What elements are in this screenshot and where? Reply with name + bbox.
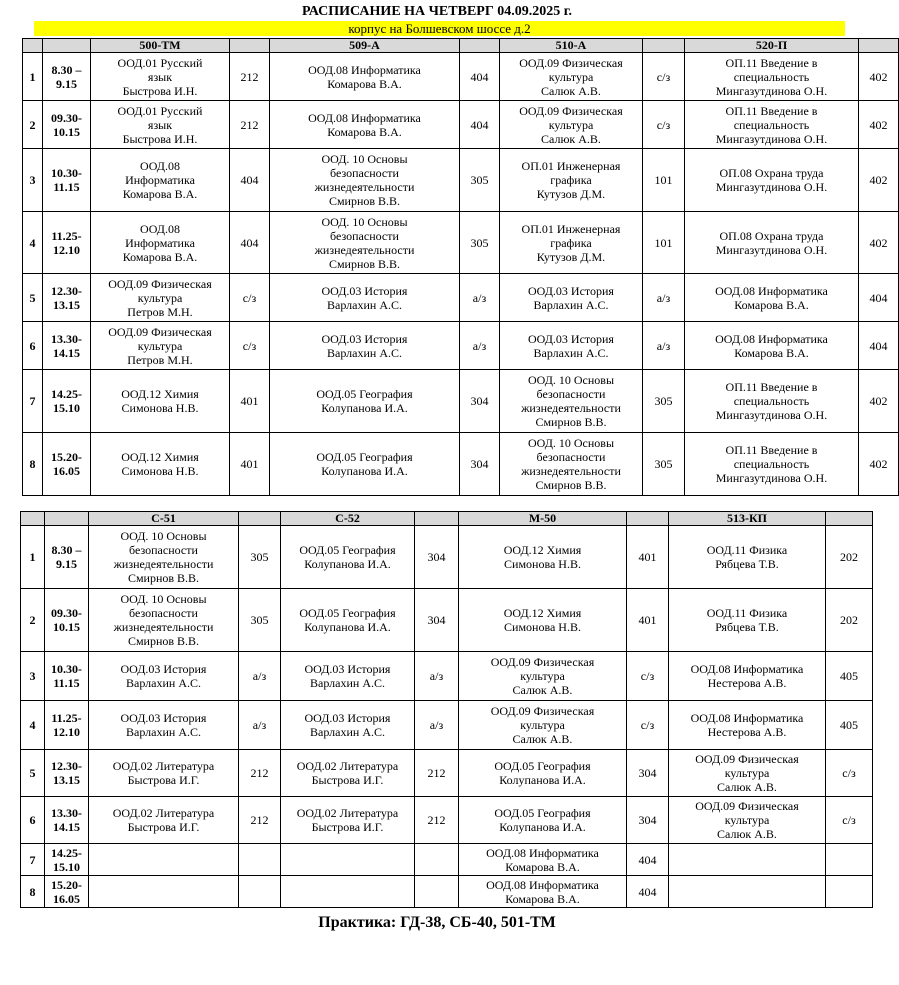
lesson-row: [23, 149, 899, 212]
lesson-subject: ОП.01 Инженерная графика Кутузов Д.М.: [500, 149, 643, 212]
lesson-room: 304: [460, 433, 500, 496]
lesson-row: [21, 701, 873, 750]
lesson-room: а/з: [239, 652, 281, 701]
lesson-room: 304: [415, 526, 459, 589]
lesson-subject: ООД.12 Химия Симонова Н.В.: [91, 433, 230, 496]
lesson-room: а/з: [643, 322, 685, 370]
lesson-subject: ООД.09 Физическая культура Салюк А.В.: [459, 652, 627, 701]
lesson-subject: ООД.03 История Варлахин А.С.: [89, 652, 239, 701]
lesson-room: с/з: [643, 53, 685, 101]
lesson-subject: [89, 844, 239, 876]
lesson-subject: ООД.02 Литература Быстрова И.Г.: [281, 797, 415, 844]
lesson-room: а/з: [460, 274, 500, 322]
lesson-time: 8.30 – 9.15: [45, 526, 89, 589]
schedule-body: [23, 39, 899, 496]
lesson-subject: ООД. 10 Основы безопасности жизнедеятельности Смирнов В.В.: [270, 149, 460, 212]
lesson-room: с/з: [826, 750, 873, 797]
lesson-room: с/з: [627, 652, 669, 701]
lesson-subject: ООД.09 Физическая культура Салюк А.В.: [669, 750, 826, 797]
lesson-number: 3: [21, 652, 45, 701]
lesson-subject: ООД.03 История Варлахин А.С.: [500, 274, 643, 322]
practice-footer: Практика: ГД-38, СБ-40, 501-ТМ: [318, 914, 556, 931]
group-header: 500-ТМ: [91, 39, 230, 53]
group-header-row: [21, 512, 873, 526]
lesson-number: 1: [21, 526, 45, 589]
group-header: С-52: [281, 512, 415, 526]
lesson-room: 305: [239, 589, 281, 652]
lesson-number: 8: [21, 876, 45, 908]
lesson-subject: ООД.08 Информатика Нестерова А.В.: [669, 701, 826, 750]
lesson-time: 13.30- 14.15: [45, 797, 89, 844]
lesson-subject: ООД.09 Физическая культура Салюк А.В.: [459, 701, 627, 750]
lesson-number: 3: [23, 149, 43, 212]
lesson-time: 8.30 – 9.15: [43, 53, 91, 101]
lesson-subject: ООД.09 Физическая культура Салюк А.В.: [500, 101, 643, 149]
lesson-room: 305: [460, 149, 500, 212]
lesson-subject: ООД.01 Русский язык Быстрова И.Н.: [91, 101, 230, 149]
lesson-room: 404: [627, 844, 669, 876]
lesson-subject: ООД.03 История Варлахин А.С.: [500, 322, 643, 370]
page-title: РАСПИСАНИЕ НА ЧЕТВЕРГ 04.09.2025 г.: [301, 4, 573, 19]
lesson-subject: ООД.05 География Колупанова И.А.: [281, 526, 415, 589]
lesson-number: 1: [23, 53, 43, 101]
lesson-subject: ООД.05 География Колупанова И.А.: [270, 433, 460, 496]
header-time: [45, 512, 89, 526]
lesson-time: 12.30- 13.15: [43, 274, 91, 322]
lesson-room: 404: [460, 101, 500, 149]
lesson-subject: ООД.03 История Варлахин А.С.: [281, 701, 415, 750]
lesson-subject: ООД. 10 Основы безопасности жизнедеятельности Смирнов В.В.: [500, 370, 643, 433]
schedule-table-1: [22, 38, 899, 496]
lesson-room: 212: [239, 750, 281, 797]
lesson-row: [21, 652, 873, 701]
lesson-number: 5: [23, 274, 43, 322]
group-header: М-50: [459, 512, 627, 526]
lesson-room: 305: [239, 526, 281, 589]
lesson-time: 10.30- 11.15: [45, 652, 89, 701]
lesson-room: 304: [627, 750, 669, 797]
lesson-subject: ООД. 10 Основы безопасности жизнедеятельности Смирнов В.В.: [270, 212, 460, 274]
lesson-room: 202: [826, 589, 873, 652]
lesson-time: 09.30- 10.15: [43, 101, 91, 149]
lesson-room: 401: [230, 433, 270, 496]
lesson-row: [23, 212, 899, 274]
lesson-number: 8: [23, 433, 43, 496]
lesson-room: 405: [826, 701, 873, 750]
lesson-row: [23, 433, 899, 496]
lesson-subject: ООД.03 История Варлахин А.С.: [270, 274, 460, 322]
lesson-room: 101: [643, 149, 685, 212]
lesson-room: 212: [239, 797, 281, 844]
lesson-room: 304: [415, 589, 459, 652]
lesson-subject: ООД.08 Информатика Комарова В.А.: [459, 876, 627, 908]
lesson-subject: [281, 844, 415, 876]
lesson-room: 402: [859, 149, 899, 212]
lesson-subject: ООД.12 Химия Симонова Н.В.: [91, 370, 230, 433]
lesson-room: 305: [460, 212, 500, 274]
group-header-row: [23, 39, 899, 53]
room-header: [627, 512, 669, 526]
lesson-room: 402: [859, 370, 899, 433]
lesson-subject: ООД.02 Литература Быстрова И.Г.: [89, 797, 239, 844]
lesson-room: 402: [859, 212, 899, 274]
lesson-room: 305: [643, 433, 685, 496]
lesson-subject: ООД.08 Информатика Комарова В.А.: [91, 212, 230, 274]
lesson-row: [23, 370, 899, 433]
lesson-time: 11.25- 12.10: [45, 701, 89, 750]
lesson-time: 12.30- 13.15: [45, 750, 89, 797]
lesson-room: [239, 876, 281, 908]
lesson-row: [21, 844, 873, 876]
lesson-room: с/з: [230, 274, 270, 322]
lesson-room: 401: [627, 526, 669, 589]
lesson-room: 404: [627, 876, 669, 908]
lesson-room: 212: [415, 750, 459, 797]
lesson-number: 5: [21, 750, 45, 797]
lesson-room: с/з: [826, 797, 873, 844]
lesson-room: 304: [627, 797, 669, 844]
lesson-subject: ООД.05 География Колупанова И.А.: [459, 750, 627, 797]
room-header: [415, 512, 459, 526]
lesson-room: 405: [826, 652, 873, 701]
lesson-room: 404: [460, 53, 500, 101]
lesson-subject: ООД.09 Физическая культура Петров М.Н.: [91, 322, 230, 370]
lesson-subject: ООД.09 Физическая культура Салюк А.В.: [669, 797, 826, 844]
header-corner: [23, 39, 43, 53]
group-header: С-51: [89, 512, 239, 526]
lesson-subject: ООД.08 Информатика Комарова В.А.: [91, 149, 230, 212]
lesson-subject: ОП.11 Введение в специальность Мингазутдинова О.Н.: [685, 433, 859, 496]
lesson-row: [21, 876, 873, 908]
lesson-number: 6: [21, 797, 45, 844]
lesson-subject: ОП.11 Введение в специальность Мингазутдинова О.Н.: [685, 370, 859, 433]
lesson-room: 402: [859, 101, 899, 149]
lesson-subject: ООД.11 Физика Рябцева Т.В.: [669, 589, 826, 652]
lesson-room: с/з: [627, 701, 669, 750]
lesson-subject: ОП.08 Охрана труда Мингазутдинова О.Н.: [685, 149, 859, 212]
lesson-room: с/з: [643, 101, 685, 149]
room-header: [826, 512, 873, 526]
lesson-room: 401: [230, 370, 270, 433]
room-header: [239, 512, 281, 526]
schedule-table-2: [20, 511, 873, 908]
lesson-row: [23, 101, 899, 149]
lesson-room: [415, 876, 459, 908]
lesson-subject: ООД.09 Физическая культура Салюк А.В.: [500, 53, 643, 101]
lesson-room: а/з: [415, 652, 459, 701]
lesson-subject: ООД.08 Информатика Комарова В.А.: [685, 322, 859, 370]
lesson-number: 4: [23, 212, 43, 274]
lesson-time: 14.25- 15.10: [43, 370, 91, 433]
lesson-room: 404: [859, 274, 899, 322]
lesson-subject: ОП.11 Введение в специальность Мингазутдинова О.Н.: [685, 53, 859, 101]
lesson-number: 7: [21, 844, 45, 876]
lesson-room: [239, 844, 281, 876]
campus-subtitle: корпус на Болшевском шоссе д.2: [34, 21, 845, 36]
lesson-subject: ООД.05 География Колупанова И.А.: [270, 370, 460, 433]
schedule-body: [21, 512, 873, 908]
lesson-subject: ОП.08 Охрана труда Мингазутдинова О.Н.: [685, 212, 859, 274]
room-header: [859, 39, 899, 53]
lesson-time: 11.25- 12.10: [43, 212, 91, 274]
lesson-subject: ООД.08 Информатика Комарова В.А.: [459, 844, 627, 876]
lesson-room: 404: [230, 149, 270, 212]
room-header: [643, 39, 685, 53]
lesson-room: 202: [826, 526, 873, 589]
lesson-row: [21, 750, 873, 797]
header-corner: [21, 512, 45, 526]
lesson-subject: ОП.01 Инженерная графика Кутузов Д.М.: [500, 212, 643, 274]
group-header: 509-А: [270, 39, 460, 53]
lesson-subject: ООД.08 Информатика Комарова В.А.: [270, 101, 460, 149]
lesson-subject: ОП.11 Введение в специальность Мингазутдинова О.Н.: [685, 101, 859, 149]
lesson-room: 304: [460, 370, 500, 433]
lesson-room: 404: [859, 322, 899, 370]
lesson-room: с/з: [230, 322, 270, 370]
lesson-subject: ООД.08 Информатика Комарова В.А.: [270, 53, 460, 101]
lesson-subject: ООД.03 История Варлахин А.С.: [281, 652, 415, 701]
lesson-number: 7: [23, 370, 43, 433]
lesson-row: [23, 53, 899, 101]
lesson-subject: ООД.09 Физическая культура Петров М.Н.: [91, 274, 230, 322]
lesson-subject: ООД.11 Физика Рябцева Т.В.: [669, 526, 826, 589]
lesson-row: [23, 274, 899, 322]
lesson-number: 2: [23, 101, 43, 149]
lesson-subject: ООД. 10 Основы безопасности жизнедеятельности Смирнов В.В.: [500, 433, 643, 496]
lesson-room: 212: [230, 101, 270, 149]
lesson-room: а/з: [643, 274, 685, 322]
lesson-subject: ООД.03 История Варлахин А.С.: [270, 322, 460, 370]
lesson-room: 402: [859, 53, 899, 101]
lesson-subject: ООД.12 Химия Симонова Н.В.: [459, 526, 627, 589]
room-header: [230, 39, 270, 53]
lesson-row: [21, 526, 873, 589]
lesson-number: 6: [23, 322, 43, 370]
lesson-row: [21, 797, 873, 844]
lesson-subject: [89, 876, 239, 908]
lesson-subject: [281, 876, 415, 908]
lesson-row: [23, 322, 899, 370]
lesson-room: 305: [643, 370, 685, 433]
lesson-subject: [669, 844, 826, 876]
lesson-subject: ООД.02 Литература Быстрова И.Г.: [281, 750, 415, 797]
lesson-subject: ООД.12 Химия Симонова Н.В.: [459, 589, 627, 652]
lesson-room: а/з: [415, 701, 459, 750]
lesson-subject: ООД.05 География Колупанова И.А.: [281, 589, 415, 652]
room-header: [460, 39, 500, 53]
lesson-room: а/з: [239, 701, 281, 750]
lesson-number: 2: [21, 589, 45, 652]
lesson-room: 402: [859, 433, 899, 496]
lesson-room: 401: [627, 589, 669, 652]
lesson-subject: ООД.05 География Колупанова И.А.: [459, 797, 627, 844]
lesson-room: [415, 844, 459, 876]
lesson-subject: ООД. 10 Основы безопасности жизнедеятельности Смирнов В.В.: [89, 526, 239, 589]
lesson-room: 212: [415, 797, 459, 844]
group-header: 520-П: [685, 39, 859, 53]
header-time: [43, 39, 91, 53]
lesson-room: 404: [230, 212, 270, 274]
group-header: 510-А: [500, 39, 643, 53]
lesson-subject: ООД.01 Русский язык Быстрова И.Н.: [91, 53, 230, 101]
lesson-subject: [669, 876, 826, 908]
lesson-room: [826, 844, 873, 876]
lesson-room: 101: [643, 212, 685, 274]
lesson-time: 15.20- 16.05: [43, 433, 91, 496]
lesson-time: 10.30- 11.15: [43, 149, 91, 212]
lesson-room: а/з: [460, 322, 500, 370]
lesson-room: 212: [230, 53, 270, 101]
lesson-number: 4: [21, 701, 45, 750]
lesson-room: [826, 876, 873, 908]
lesson-subject: ООД.08 Информатика Комарова В.А.: [685, 274, 859, 322]
lesson-time: 09.30- 10.15: [45, 589, 89, 652]
lesson-subject: ООД.02 Литература Быстрова И.Г.: [89, 750, 239, 797]
lesson-subject: ООД.03 История Варлахин А.С.: [89, 701, 239, 750]
lesson-time: 15.20- 16.05: [45, 876, 89, 908]
lesson-time: 14.25- 15.10: [45, 844, 89, 876]
group-header: 513-КП: [669, 512, 826, 526]
lesson-subject: ООД. 10 Основы безопасности жизнедеятельности Смирнов В.В.: [89, 589, 239, 652]
lesson-time: 13.30- 14.15: [43, 322, 91, 370]
lesson-row: [21, 589, 873, 652]
lesson-subject: ООД.08 Информатика Нестерова А.В.: [669, 652, 826, 701]
